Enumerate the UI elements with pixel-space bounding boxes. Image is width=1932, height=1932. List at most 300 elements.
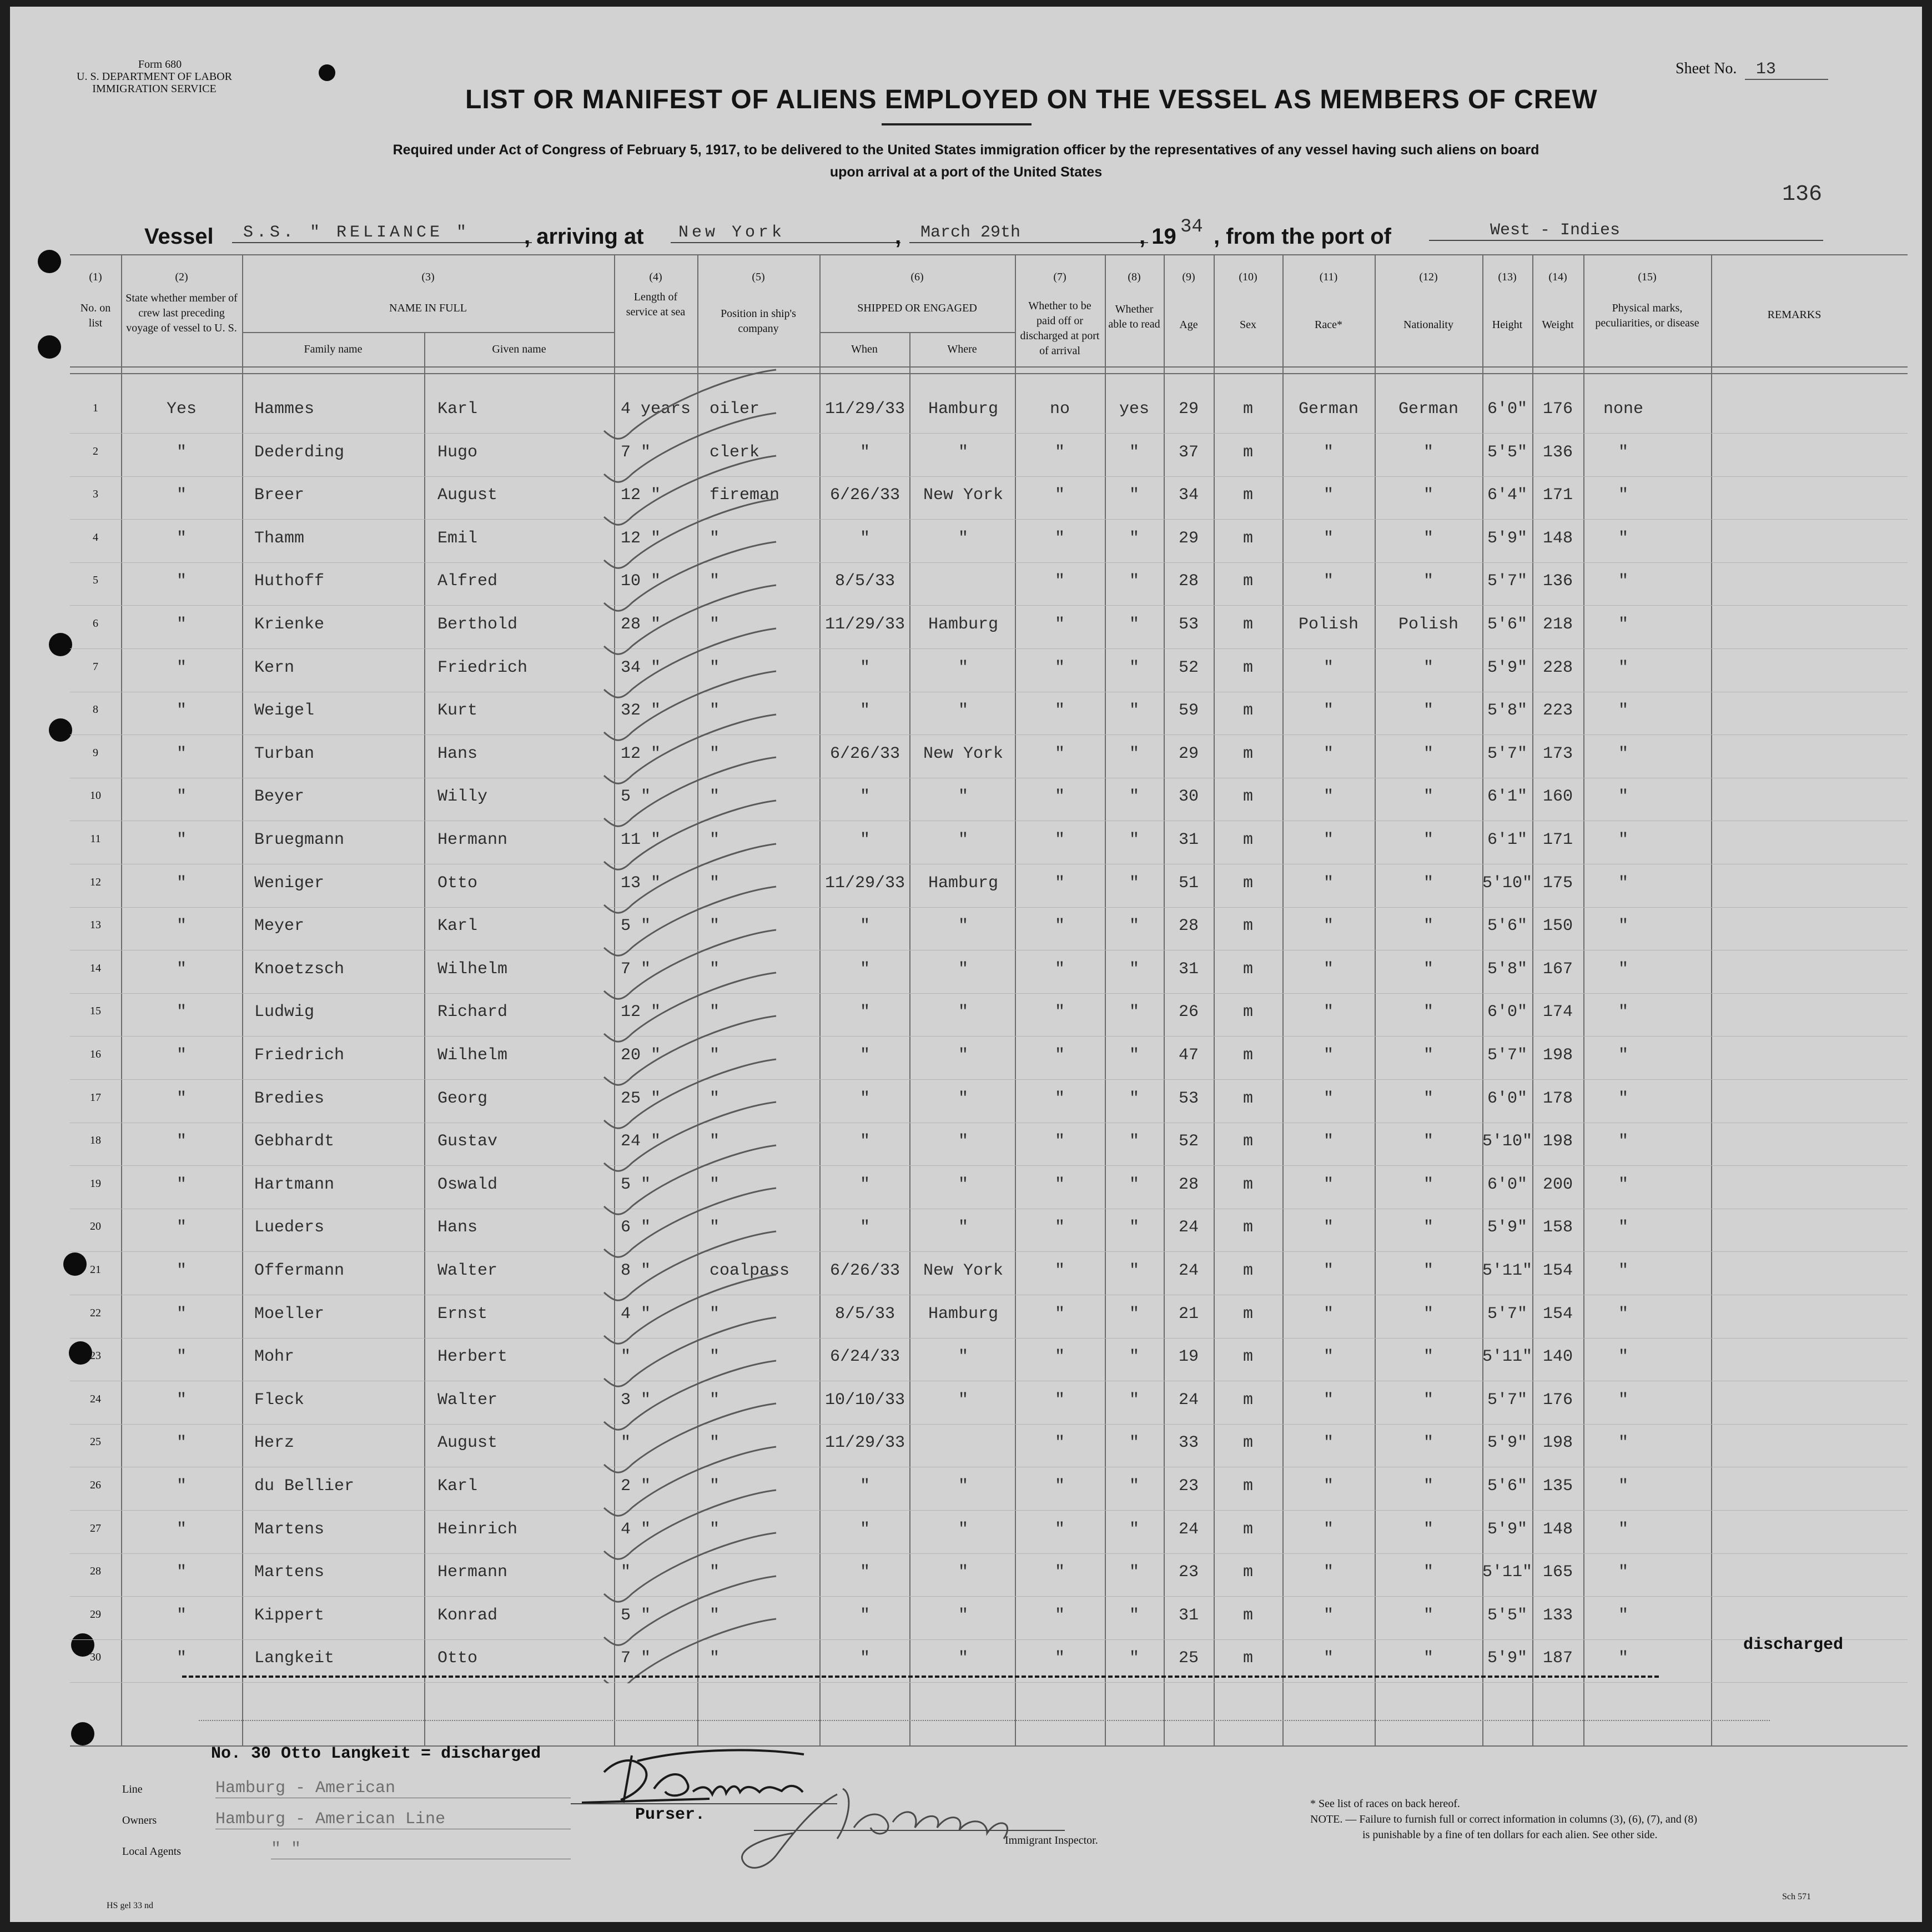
nationality-cell: " xyxy=(1423,1003,1433,1022)
able-to-read-cell: " xyxy=(1129,486,1139,505)
physical-marks-cell: " xyxy=(1618,1563,1628,1582)
able-to-read-cell: " xyxy=(1129,831,1139,849)
col-head-weight: Weight xyxy=(1542,319,1574,331)
paid-off-cell: " xyxy=(1054,917,1065,935)
height-cell: 6'0" xyxy=(1487,1175,1527,1194)
given-name-cell: Herbert xyxy=(437,1347,508,1366)
shipped-when-cell: " xyxy=(859,1477,870,1496)
paid-off-cell: " xyxy=(1054,1218,1065,1237)
row-number: 30 xyxy=(90,1651,101,1663)
punch-hole xyxy=(319,64,335,81)
service-cell: 7 " xyxy=(621,443,651,462)
able-to-read-cell: " xyxy=(1129,615,1139,634)
check-mark xyxy=(604,1533,776,1602)
paid-off-cell: " xyxy=(1054,1089,1065,1108)
age-cell: 31 xyxy=(1178,960,1199,979)
shipped-where-cell: " xyxy=(958,1175,968,1194)
sex-cell: m xyxy=(1242,1261,1253,1280)
nationality-cell: " xyxy=(1423,1132,1433,1151)
row-number: 28 xyxy=(90,1565,101,1577)
paid-off-cell: " xyxy=(1054,1520,1065,1539)
punch-hole xyxy=(71,1722,94,1745)
check-mark xyxy=(604,930,776,999)
physical-marks-cell: " xyxy=(1618,486,1628,505)
position-cell: " xyxy=(710,744,720,763)
race-cell: " xyxy=(1323,1003,1334,1022)
paid-off-cell: " xyxy=(1054,615,1065,634)
family-name-cell: Hartmann xyxy=(254,1175,335,1194)
sex-cell: m xyxy=(1242,658,1253,677)
weight-cell: 154 xyxy=(1542,1305,1573,1324)
race-cell: " xyxy=(1323,917,1334,935)
row-number: 15 xyxy=(90,1005,101,1017)
check-mark xyxy=(604,1102,776,1171)
sex-cell: m xyxy=(1242,1175,1253,1194)
paid-off-cell: " xyxy=(1054,787,1065,806)
col-line xyxy=(424,332,425,1745)
row-number: 11 xyxy=(90,833,101,845)
table-header-bottom-rule xyxy=(70,373,1908,374)
race-cell: " xyxy=(1323,486,1334,505)
physical-marks-cell: " xyxy=(1618,1003,1628,1022)
position-cell: " xyxy=(710,529,720,548)
previous-voyage-cell: " xyxy=(176,1261,187,1280)
paid-off-cell: " xyxy=(1054,572,1065,591)
age-cell: 28 xyxy=(1178,1175,1199,1194)
given-name-cell: Georg xyxy=(437,1089,488,1108)
sex-cell: m xyxy=(1242,1391,1253,1410)
shipped-where-cell: Hamburg xyxy=(928,615,999,634)
shipped-when-cell: " xyxy=(859,1003,870,1022)
race-cell: " xyxy=(1323,1305,1334,1324)
weight-cell: 218 xyxy=(1542,615,1573,634)
row-number: 8 xyxy=(93,703,98,716)
col-number: (5) xyxy=(752,271,765,283)
able-to-read-cell: " xyxy=(1129,1347,1139,1366)
age-cell: 53 xyxy=(1178,1089,1199,1108)
shipped-where-cell: " xyxy=(958,1477,968,1496)
service-cell: 25 " xyxy=(621,1089,661,1108)
row-number: 10 xyxy=(90,789,101,802)
purser-label: Purser. xyxy=(635,1805,706,1824)
family-name-cell: Ludwig xyxy=(254,1003,315,1022)
race-cell: " xyxy=(1323,1218,1334,1237)
check-mark xyxy=(604,1188,776,1257)
position-cell: " xyxy=(710,831,720,849)
position-cell: " xyxy=(710,1132,720,1151)
physical-marks-cell: " xyxy=(1618,1520,1628,1539)
sex-cell: m xyxy=(1242,787,1253,806)
col-number: (3) xyxy=(421,271,435,283)
age-cell: 24 xyxy=(1178,1520,1199,1539)
family-name-cell: Gebhardt xyxy=(254,1132,335,1151)
col-head-shipped: SHIPPED OR ENGAGED xyxy=(857,302,977,314)
year-prefix: , 19 xyxy=(1139,224,1176,249)
shipped-where-cell: " xyxy=(958,529,968,548)
race-cell: " xyxy=(1323,1261,1334,1280)
family-name-cell: Krienke xyxy=(254,615,325,634)
service-cell: " xyxy=(621,1433,631,1452)
position-cell: fireman xyxy=(710,486,780,505)
check-mark xyxy=(604,715,776,783)
service-cell: 32 " xyxy=(621,701,661,720)
family-name-cell: Breer xyxy=(254,486,305,505)
paid-off-cell: " xyxy=(1054,701,1065,720)
position-cell: " xyxy=(710,1003,720,1022)
family-name-cell: Kippert xyxy=(254,1606,325,1625)
height-cell: 6'1" xyxy=(1487,831,1527,849)
row-number: 26 xyxy=(90,1479,101,1491)
col-head-family-name: Family name xyxy=(304,343,363,355)
col-number: (15) xyxy=(1638,271,1657,283)
col-number: (8) xyxy=(1128,271,1141,283)
physical-marks-cell: " xyxy=(1618,658,1628,677)
check-mark xyxy=(604,1275,776,1344)
age-cell: 28 xyxy=(1178,917,1199,935)
check-mark xyxy=(604,456,776,525)
sex-cell: m xyxy=(1242,1606,1253,1625)
previous-voyage-cell: " xyxy=(176,917,187,935)
given-name-cell: Karl xyxy=(437,1477,478,1496)
row-number: 2 xyxy=(93,445,98,457)
height-cell: 5'9" xyxy=(1487,1649,1527,1668)
able-to-read-cell: " xyxy=(1129,572,1139,591)
row-number: 27 xyxy=(90,1522,101,1534)
row-rule xyxy=(70,1079,1908,1080)
shipped-when-cell: " xyxy=(859,529,870,548)
service-cell: " xyxy=(621,1347,631,1366)
service-cell: 7 " xyxy=(621,960,651,979)
position-cell: " xyxy=(710,1347,720,1366)
age-cell: 24 xyxy=(1178,1391,1199,1410)
title-underline xyxy=(882,123,1032,125)
height-cell: 5'6" xyxy=(1487,1477,1527,1496)
nationality-cell: " xyxy=(1423,1563,1433,1582)
previous-voyage-cell: " xyxy=(176,658,187,677)
shipped-where-cell: Hamburg xyxy=(928,400,999,419)
row-rule xyxy=(70,1424,1908,1425)
shipped-where-cell: " xyxy=(958,1089,968,1108)
family-name-cell: Lueders xyxy=(254,1218,325,1237)
shipped-when-cell: 8/5/33 xyxy=(834,1305,895,1324)
physical-marks-cell: " xyxy=(1618,1649,1628,1668)
check-mark xyxy=(604,413,776,482)
col-head-when: When xyxy=(851,343,878,355)
family-name-cell: Hammes xyxy=(254,400,315,419)
col-number: (1) xyxy=(89,271,102,283)
shipped-when-cell: 10/10/33 xyxy=(824,1391,905,1410)
shipped-where-cell: " xyxy=(958,1606,968,1625)
row-number: 21 xyxy=(90,1264,101,1276)
able-to-read-cell: " xyxy=(1129,1089,1139,1108)
shipped-where-cell: " xyxy=(958,1003,968,1022)
height-cell: 6'0" xyxy=(1487,1003,1527,1022)
arrival-port: New York xyxy=(671,223,900,243)
position-cell: " xyxy=(710,1433,720,1452)
nationality-cell: " xyxy=(1423,1218,1433,1237)
nationality-cell: " xyxy=(1423,831,1433,849)
physical-marks-cell: " xyxy=(1618,960,1628,979)
sex-cell: m xyxy=(1242,572,1253,591)
height-cell: 6'4" xyxy=(1487,486,1527,505)
col-head-sex: Sex xyxy=(1240,319,1256,331)
shipped-where-cell: " xyxy=(958,960,968,979)
weight-cell: 158 xyxy=(1542,1218,1573,1237)
row-rule xyxy=(70,993,1908,994)
paid-off-cell: " xyxy=(1054,1132,1065,1151)
family-name-cell: Martens xyxy=(254,1563,325,1582)
row-number: 12 xyxy=(90,876,101,888)
shipped-where-cell: Hamburg xyxy=(928,1305,999,1324)
row-number: 13 xyxy=(90,919,101,931)
check-mark xyxy=(604,499,776,568)
previous-voyage-cell: " xyxy=(176,1433,187,1452)
physical-marks-cell: " xyxy=(1618,1477,1628,1496)
weight-cell: 136 xyxy=(1542,572,1573,591)
nationality-cell: " xyxy=(1423,1046,1433,1065)
col-head-previous-voyage: State whether member of crew last preceding voyage of vessel to U. S. xyxy=(125,292,238,334)
height-cell: 5'11" xyxy=(1482,1347,1533,1366)
service-cell: 5 " xyxy=(621,917,651,935)
strike-line xyxy=(182,1676,1659,1678)
age-cell: 30 xyxy=(1178,787,1199,806)
family-name-cell: Meyer xyxy=(254,917,305,935)
service-cell: 5 " xyxy=(621,1606,651,1625)
name-subheader-rule xyxy=(242,332,614,333)
shipped-where-cell: " xyxy=(958,917,968,935)
physical-marks-cell: none xyxy=(1603,400,1643,419)
sex-cell: m xyxy=(1242,1046,1253,1065)
row-rule xyxy=(70,1036,1908,1037)
row-number: 16 xyxy=(90,1048,101,1060)
previous-voyage-cell: " xyxy=(176,874,187,893)
height-cell: 5'11" xyxy=(1482,1261,1533,1280)
weight-cell: 187 xyxy=(1542,1649,1573,1668)
position-cell: " xyxy=(710,1520,720,1539)
shipped-when-cell: 8/5/33 xyxy=(834,572,895,591)
given-name-cell: August xyxy=(437,1433,498,1452)
check-mark xyxy=(604,1059,776,1128)
physical-marks-cell: " xyxy=(1618,529,1628,548)
weight-cell: 136 xyxy=(1542,443,1573,462)
service-cell: 12 " xyxy=(621,529,661,548)
punch-hole xyxy=(38,335,61,359)
race-cell: Polish xyxy=(1298,615,1359,634)
shipped-where-cell: Hamburg xyxy=(928,874,999,893)
able-to-read-cell: " xyxy=(1129,1649,1139,1668)
service-cell: 24 " xyxy=(621,1132,661,1151)
nationality-cell: " xyxy=(1423,1477,1433,1496)
nationality-cell: " xyxy=(1423,486,1433,505)
col-head-race: Race* xyxy=(1315,319,1342,331)
row-number: 7 xyxy=(93,661,98,673)
service-cell: 10 " xyxy=(621,572,661,591)
row-rule xyxy=(70,1553,1908,1554)
arrival-date: March 29th xyxy=(909,223,1148,243)
check-mark xyxy=(604,1447,776,1516)
col-number: (12) xyxy=(1419,271,1438,283)
previous-voyage-cell: " xyxy=(176,443,187,462)
check-mark xyxy=(604,585,776,654)
height-cell: 5'8" xyxy=(1487,960,1527,979)
weight-cell: 135 xyxy=(1542,1477,1573,1496)
col-number: (9) xyxy=(1182,271,1195,283)
inspector-line xyxy=(754,1830,1065,1831)
family-name-cell: du Bellier xyxy=(254,1477,355,1496)
punch-hole xyxy=(49,718,72,742)
department-label: U. S. DEPARTMENT OF LABOR xyxy=(77,71,232,83)
previous-voyage-cell: " xyxy=(176,701,187,720)
manifest-sheet xyxy=(10,7,1922,1922)
line-label: Line xyxy=(122,1783,143,1795)
height-cell: 5'7" xyxy=(1487,1391,1527,1410)
punch-hole xyxy=(49,633,72,656)
paid-off-cell: " xyxy=(1054,1649,1065,1668)
weight-cell: 198 xyxy=(1542,1132,1573,1151)
service-cell: 34 " xyxy=(621,658,661,677)
check-mark xyxy=(604,1576,776,1645)
physical-marks-cell: " xyxy=(1618,1175,1628,1194)
given-name-cell: Ernst xyxy=(437,1305,488,1324)
sex-cell: m xyxy=(1242,529,1253,548)
height-cell: 5'9" xyxy=(1487,1218,1527,1237)
weight-cell: 133 xyxy=(1542,1606,1573,1625)
row-rule xyxy=(70,519,1908,520)
sheet-number: Sheet No. 13 xyxy=(1676,60,1828,80)
shipped-when-cell: " xyxy=(859,917,870,935)
check-mark xyxy=(604,1145,776,1214)
check-mark xyxy=(604,1317,776,1386)
weight-cell: 154 xyxy=(1542,1261,1573,1280)
row-rule xyxy=(70,648,1908,649)
paid-off-cell: " xyxy=(1054,1261,1065,1280)
row-rule xyxy=(70,1510,1908,1511)
previous-voyage-cell: " xyxy=(176,1046,187,1065)
service-cell: 6 " xyxy=(621,1218,651,1237)
check-mark xyxy=(604,671,776,740)
height-cell: 5'7" xyxy=(1487,744,1527,763)
position-cell: oiler xyxy=(710,400,760,419)
able-to-read-cell: " xyxy=(1129,1433,1139,1452)
row-rule xyxy=(70,476,1908,477)
physical-marks-cell: " xyxy=(1618,1261,1628,1280)
physical-marks-cell: " xyxy=(1618,1391,1628,1410)
given-name-cell: Kurt xyxy=(437,701,478,720)
family-name-cell: Turban xyxy=(254,744,315,763)
given-name-cell: Emil xyxy=(437,529,478,548)
previous-voyage-cell: " xyxy=(176,1003,187,1022)
previous-voyage-cell: " xyxy=(176,529,187,548)
col-head-read: Whether able to read xyxy=(1108,303,1160,330)
shipped-when-cell: " xyxy=(859,1649,870,1668)
row-number: 20 xyxy=(90,1220,101,1232)
position-cell: " xyxy=(710,1218,720,1237)
subtitle-line-1: Required under Act of Congress of February 5, 1917, to be delivered to the United States immigration officer by the representatives of any vessel having such aliens on board xyxy=(393,142,1539,158)
service-cell: 20 " xyxy=(621,1046,661,1065)
nationality-cell: " xyxy=(1423,1347,1433,1366)
physical-marks-cell: " xyxy=(1618,701,1628,720)
arriving-label: , arriving at xyxy=(524,224,644,249)
able-to-read-cell: " xyxy=(1129,1606,1139,1625)
sex-cell: m xyxy=(1242,744,1253,763)
race-cell: " xyxy=(1323,1132,1334,1151)
height-cell: 5'5" xyxy=(1487,443,1527,462)
given-name-cell: August xyxy=(437,486,498,505)
weight-cell: 175 xyxy=(1542,874,1573,893)
col-number: (13) xyxy=(1498,271,1517,283)
sex-cell: m xyxy=(1242,831,1253,849)
race-cell: " xyxy=(1323,1347,1334,1366)
col-head-position: Position in ship's company xyxy=(721,308,796,335)
able-to-read-cell: " xyxy=(1129,1175,1139,1194)
position-cell: " xyxy=(710,1649,720,1668)
family-name-cell: Kern xyxy=(254,658,295,677)
weight-cell: 167 xyxy=(1542,960,1573,979)
col-head-name: NAME IN FULL xyxy=(389,302,467,314)
age-cell: 29 xyxy=(1178,744,1199,763)
paid-off-cell: " xyxy=(1054,1347,1065,1366)
sex-cell: m xyxy=(1242,1305,1253,1324)
position-cell: " xyxy=(710,1606,720,1625)
physical-marks-cell: " xyxy=(1618,917,1628,935)
check-mark xyxy=(604,1490,776,1559)
nationality-cell: " xyxy=(1423,1391,1433,1410)
able-to-read-cell: " xyxy=(1129,917,1139,935)
able-to-read-cell: " xyxy=(1129,787,1139,806)
schedule-number: Sch 571 xyxy=(1782,1892,1811,1901)
col-number: (7) xyxy=(1053,271,1066,283)
shipped-when-cell: " xyxy=(859,443,870,462)
shipped-where-cell: " xyxy=(958,831,968,849)
paid-off-cell: " xyxy=(1054,1433,1065,1452)
paid-off-cell: " xyxy=(1054,1606,1065,1625)
height-cell: 5'7" xyxy=(1487,1046,1527,1065)
weight-cell: 174 xyxy=(1542,1003,1573,1022)
punch-hole xyxy=(38,250,61,273)
race-cell: " xyxy=(1323,874,1334,893)
nationality-cell: German xyxy=(1398,400,1459,419)
weight-cell: 198 xyxy=(1542,1433,1573,1452)
nationality-cell: " xyxy=(1423,1606,1433,1625)
shipped-when-cell: " xyxy=(859,1089,870,1108)
col-number: (14) xyxy=(1548,271,1567,283)
weight-cell: 160 xyxy=(1542,787,1573,806)
col-number: (4) xyxy=(649,271,662,283)
nationality-cell: " xyxy=(1423,917,1433,935)
row-number: 6 xyxy=(93,617,98,630)
sex-cell: m xyxy=(1242,615,1253,634)
form-number: Form 680 xyxy=(138,58,182,71)
service-cell: " xyxy=(621,1563,631,1582)
age-cell: 19 xyxy=(1178,1347,1199,1366)
stamp-number: 136 xyxy=(1782,182,1823,207)
family-name-cell: Herz xyxy=(254,1433,295,1452)
row-rule xyxy=(70,605,1908,606)
given-name-cell: Alfred xyxy=(437,572,498,591)
paid-off-cell: " xyxy=(1054,874,1065,893)
family-name-cell: Martens xyxy=(254,1520,325,1539)
col-line xyxy=(1711,254,1712,1745)
nationality-cell: " xyxy=(1423,529,1433,548)
given-name-cell: Hermann xyxy=(437,1563,508,1582)
shipped-when-cell: 6/26/33 xyxy=(829,486,900,505)
position-cell: " xyxy=(710,572,720,591)
from-port: West - Indies xyxy=(1429,221,1823,241)
col-head-age: Age xyxy=(1179,319,1198,331)
dotted-bottom-rule xyxy=(199,1720,1770,1721)
row-rule xyxy=(70,1251,1908,1252)
sex-cell: m xyxy=(1242,443,1253,462)
